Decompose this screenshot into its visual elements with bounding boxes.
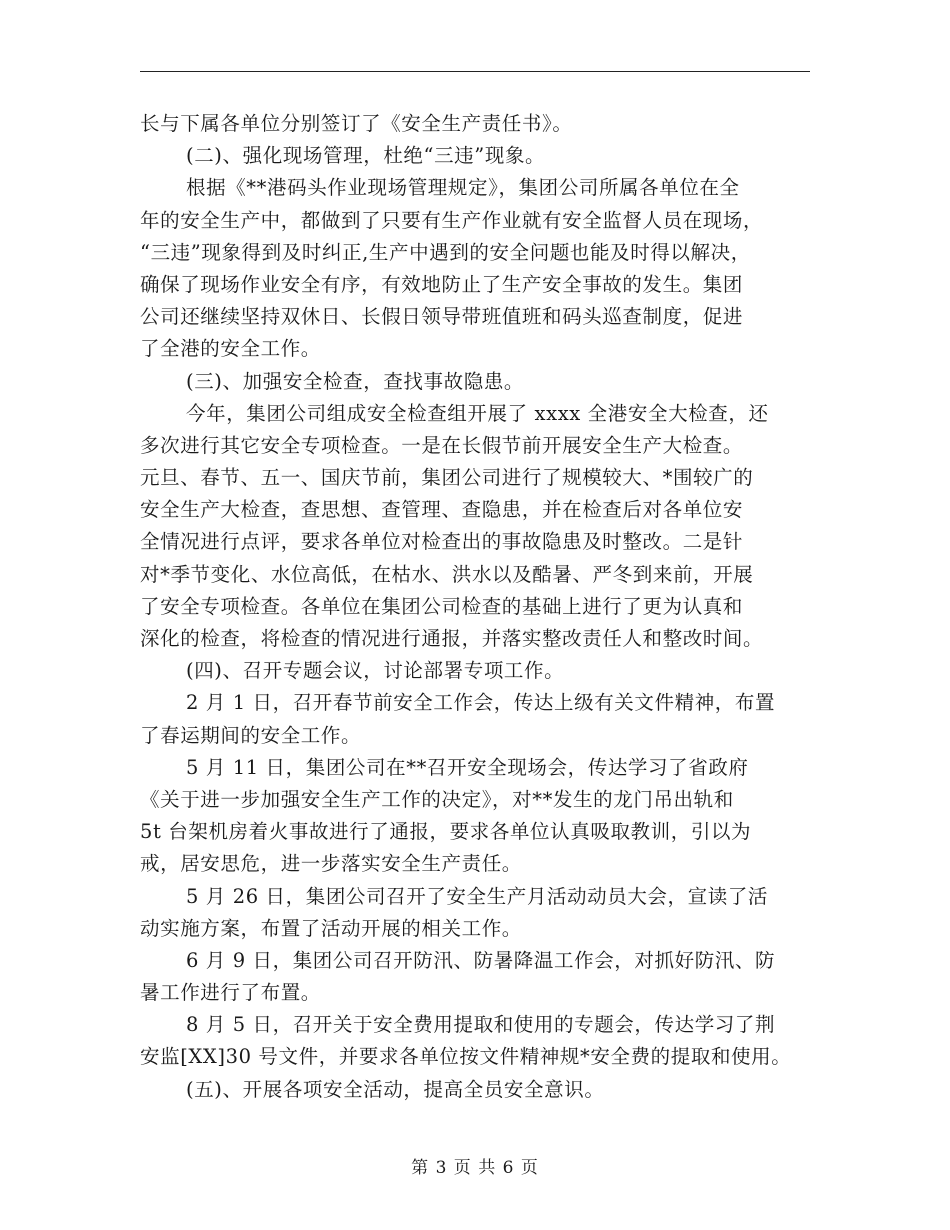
text-line: 5t 台架机房着火事故进行了通报，要求各单位认真吸取教训，引以为 — [140, 820, 752, 844]
text-line: 深化的检查，将检查的情况进行通报，并落实整改责任人和整改时间。 — [140, 627, 764, 650]
text-line: 全情况进行点评，要求各单位对检查出的事故隐患及时整改。二是针 — [140, 530, 744, 554]
text-line: 《关于进一步加强安全生产工作的决定》，对**发生的龙门吊出轨和 — [140, 787, 734, 811]
text-line: (三)、加强安全检查，查找事故隐患。 — [186, 369, 525, 393]
text-line: 多次进行其它安全专项检查。一是在长假节前开展安全生产大检查。 — [140, 433, 744, 457]
text-line: (四)、召开专题会议，讨论部署专项工作。 — [186, 659, 565, 683]
text-line: 确保了现场作业安全有序，有效地防止了生产安全事故的发生。集团 — [140, 272, 744, 296]
header-rule — [140, 71, 810, 72]
text-line: 了全港的安全工作。 — [140, 337, 321, 361]
text-line: 年的安全生产中，都做到了只要有生产作业就有安全监督人员在现场， — [140, 208, 764, 232]
text-line: 动实施方案，布置了活动开展的相关工作。 — [140, 916, 522, 940]
text-line: 今年，集团公司组成安全检查组开展了 xxxx 全港安全大检查，还 — [186, 401, 769, 425]
text-line: 安全生产大检查，查思想、查管理、查隐患，并在检查后对各单位安 — [140, 498, 744, 522]
text-line: “三违”现象得到及时纠正,生产中遇到的安全问题也能及时得以解决， — [140, 240, 751, 264]
text-line: 元旦、春节、五一、国庆节前，集团公司进行了规模较大、*围较广的 — [140, 466, 754, 490]
text-line: 了安全专项检查。各单位在集团公司检查的基础上进行了更为认真和 — [140, 594, 744, 618]
text-line: (二)、强化现场管理，杜绝“三违”现象。 — [186, 144, 546, 168]
text-line: 5 月 11 日，集团公司在**召开安全现场会，传达学习了省政府 — [186, 755, 749, 779]
text-line: 8 月 5 日，召开关于安全费用提取和使用的专题会，传达学习了荆 — [186, 1013, 776, 1037]
text-line: 长与下属各单位分别签订了《安全生产责任书》。 — [140, 112, 573, 135]
text-line: 6 月 9 日，集团公司召开防汛、防暑降温工作会，对抓好防汛、防 — [186, 948, 776, 972]
text-line: 对*季节变化、水位高低，在枯水、洪水以及酷暑、严冬到来前，开展 — [140, 562, 754, 586]
document-body — [140, 108, 812, 1106]
text-line: 2 月 1 日，召开春节前安全工作会，传达上级有关文件精神，布置 — [186, 691, 776, 715]
text-line: (五)、开展各项安全活动，提高全员安全意识。 — [186, 1077, 605, 1101]
text-line: 戒，居安思危，进一步落实安全生产责任。 — [140, 852, 522, 876]
text-line: 根据《**港码头作业现场管理规定》，集团公司所属各单位在全 — [186, 176, 740, 200]
text-line: 安监[XX]30 号文件，并要求各单位按文件精神规*安全费的提取和使用。 — [140, 1045, 792, 1069]
text-line: 了春运期间的安全工作。 — [140, 723, 362, 747]
text-line: 暑工作进行了布置。 — [140, 981, 321, 1005]
text-line: 5 月 26 日，集团公司召开了安全生产月活动动员大会，宣读了活 — [186, 884, 769, 908]
text-line: 公司还继续坚持双休日、长假日领导带班值班和码头巡查制度，促进 — [140, 305, 744, 329]
page-number-footer: 第 3 页 共 6 页 — [411, 1158, 539, 1178]
